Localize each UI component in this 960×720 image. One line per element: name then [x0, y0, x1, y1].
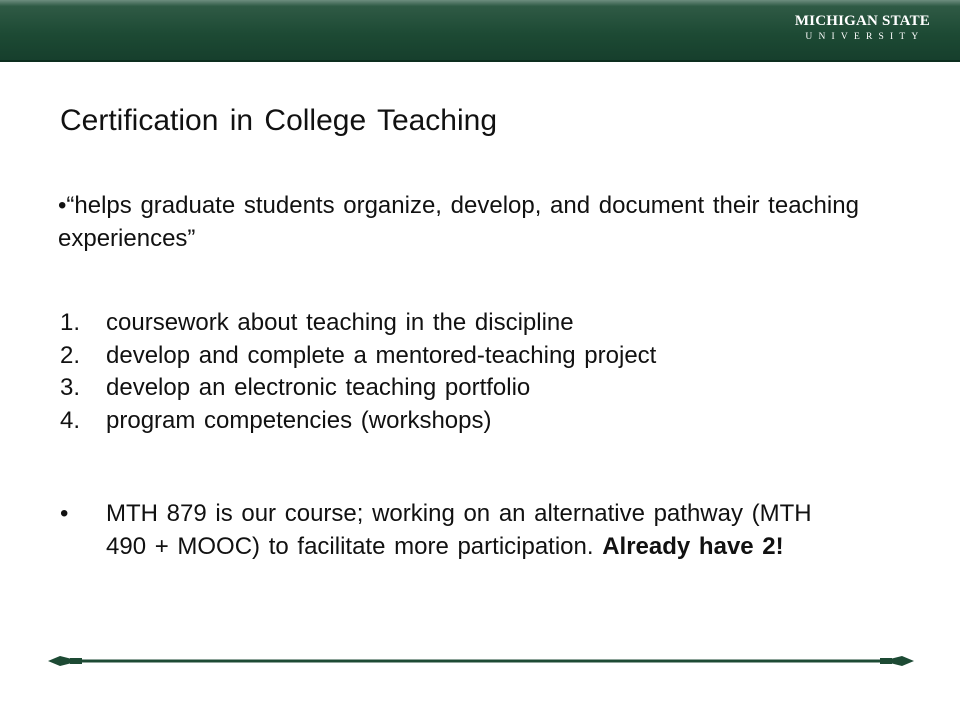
list-item-text: develop an electronic teaching portfolio	[106, 374, 531, 402]
course-note	[60, 498, 850, 563]
arrow-right-icon	[890, 656, 914, 666]
list-item-number: 3.	[60, 374, 81, 402]
bullet-icon: •	[60, 500, 69, 527]
list-item-number: 4.	[60, 406, 81, 434]
arrow-left-icon	[48, 656, 72, 666]
list-item	[60, 372, 656, 405]
course-note-text	[106, 498, 850, 563]
msu-logo	[795, 14, 930, 43]
list-item-number: 1.	[60, 309, 81, 336]
footer-rule-cap-left	[70, 658, 82, 664]
quote-bullet: •“helps graduate students organize, develop, and document their teaching experiences”	[58, 192, 859, 252]
logo-wordmark-bottom: UNIVERSITY	[805, 32, 925, 42]
list-item-text: develop and complete a mentored-teaching project	[106, 341, 657, 369]
footer-arrow-rule	[48, 652, 914, 670]
slide-title: Certification in College Teaching	[60, 104, 498, 137]
course-note-emphasis: Already have 2!	[602, 532, 784, 560]
list-item	[60, 340, 656, 373]
list-item-number: 2.	[60, 341, 81, 369]
logo-wordmark-top: MICHIGAN STATE	[794, 13, 930, 29]
course-note-body: MTH 879 is our course; working on an alternative pathway (MTH 490 + MOOC) to facilitate more participation.	[106, 500, 812, 560]
footer-rule-line	[70, 660, 892, 663]
list-item-text: coursework about teaching in the discipline	[106, 309, 574, 336]
list-item	[60, 307, 656, 340]
list-item	[60, 405, 656, 438]
steps-list	[60, 307, 656, 438]
header-divider	[0, 60, 960, 62]
list-item-text: program competencies (workshops)	[106, 406, 492, 434]
